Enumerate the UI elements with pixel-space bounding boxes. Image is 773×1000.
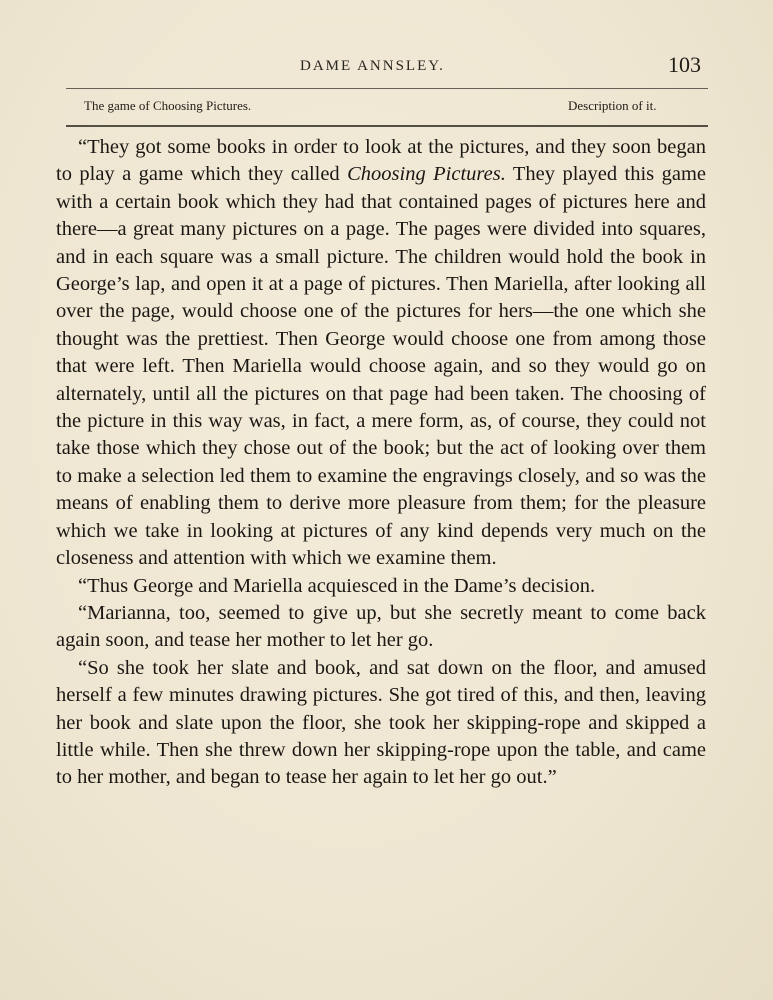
game-name: Choosing Pictures. — [347, 163, 506, 186]
page-number: 103 — [668, 52, 701, 77]
paragraph-3: “Marianna, too, seemed to give up, but she secretly meant to come back again soon, and tease her mother to let her go. — [56, 601, 706, 652]
sidenote-left: The game of Choosing Pictures. — [84, 98, 252, 113]
paragraph-4: “So she took her slate and book, and sat down on the floor, and amused herself a few minutes drawing pictures. She got tired of this, and then, leaving her book and slate upon the floor, she took her skipping-rope and skipped a little while. Then she threw down her skipping-rope upon the table, and came to her mother, and began to tease her again to let her go out.” — [56, 656, 706, 789]
paragraph-2: “Thus George and Mariella acquiesced in the Dame’s decision. — [78, 574, 596, 597]
paragraph-1-rest: They played this game with a certain book which they had that contained pages of pictures here and there—a great many pictures on a page. The pages were divided into squares, and in each square was a small picture. The children would hold the book in George’s lap, and open it at a page of pictures. Then Mariella, after looking all over the page, would choose one of the pictures for hers—the one which she thought was the prettiest. Then George would choose one from among those that were left. Then Mariella would choose again, and so they would go on alternately, until all the pictures on that page had been taken. The choosing of the picture in this way was, in fact, a mere form, as, of course, they could not take those which they chose out of the book; but the act of looking over them to make a selection led them to examine the engravings closely, and so was the means of enabling them to derive more pleasure from them; for the pleasure which we take in looking at pictures of any kind depends very much on the closeness and attention with which we examine them. — [56, 163, 706, 570]
paragraph-1-start: “They got some books in order to look at the pictures, and they soon began to play a game which they called — [56, 136, 706, 186]
header-rule-bottom — [66, 125, 708, 127]
body-text — [56, 134, 706, 792]
sidenote-right: Description of it. — [568, 98, 657, 113]
header-rule-top — [66, 88, 708, 89]
running-head — [0, 52, 773, 82]
running-title: DAME ANNSLEY. — [300, 58, 445, 74]
paragraph-1 — [56, 134, 706, 573]
